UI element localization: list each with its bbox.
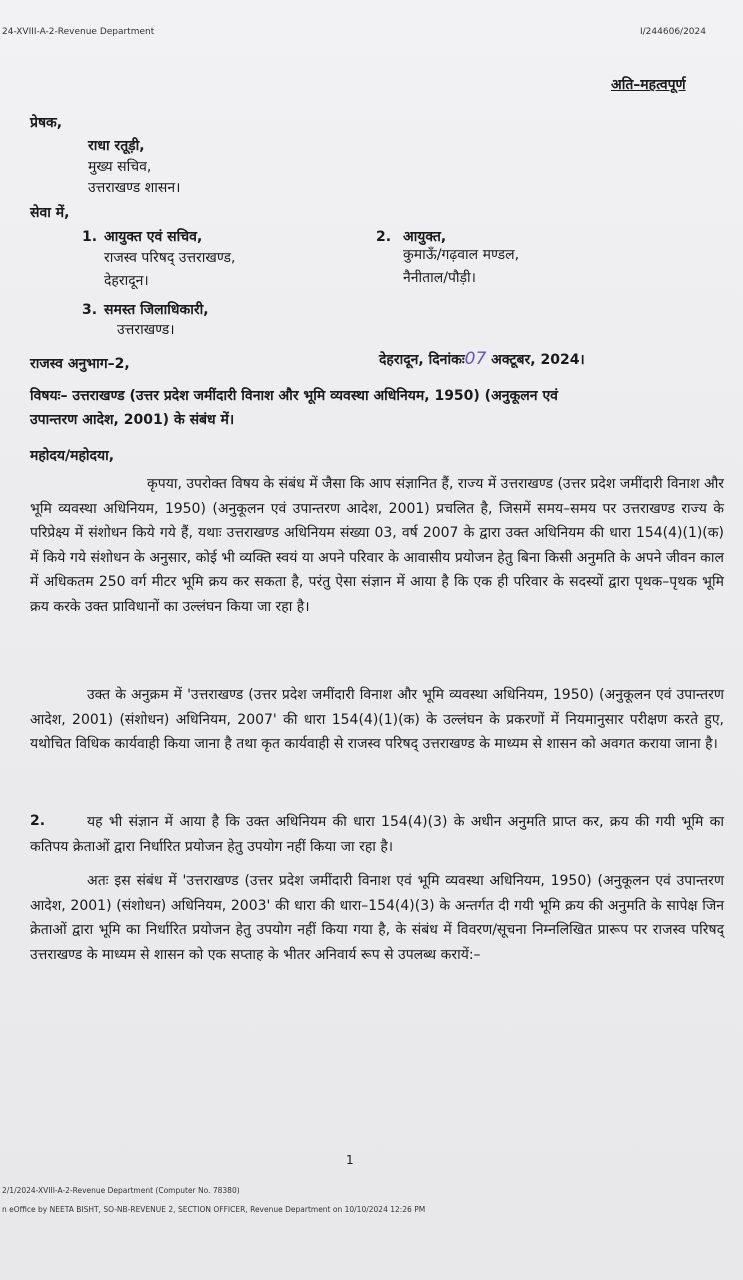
recipient-3-line2: उत्तराखण्ड। [117,322,175,338]
priority-marker: अति–महत्वपूर्ण [611,77,686,93]
recipients-label: सेवा में, [30,205,70,221]
footer-eoffice-signature: n eOffice by NEETA BISHT, SO-NB-REVENUE 2, SECTION OFFICER, Revenue Department on 10/10/2024 12:26 PM [2,1205,426,1214]
file-reference-left: 24-XVIII-A-2-Revenue Department [2,27,155,37]
handwritten-date-day: 07 [464,349,487,369]
recipient-1-title: 1. आयुक्त एवं सचिव, [82,229,203,245]
letter-date: देहरादून, दिनांकः07 अक्टूबर, 2024। [379,349,585,369]
sender-name: राधा रतूड़ी, [88,138,145,154]
subject-line-1: विषयः– उत्तराखण्ड (उत्तर प्रदेश जमींदारी विनाश और भूमि व्यवस्था अधिनियम, 1950) (अनुकूलन एवं [30,388,558,404]
salutation: महोदय/महोदया, [30,448,115,464]
paragraph-1: कृपया, उपरोक्त विषय के संबंध में जैसा कि आप संज्ञानित हैं, राज्य में उत्तराखण्ड (उत्तर प्रदेश जमींदारी विनाश और भूमि व्यवस्था अधिनियम, 1950) (अनुकूलन एवं उपान्तरण आदेश, 2001) प्रचलित है, जिसमें समय–समय पर उत्तराखण्ड राज्य के परिप्रेक्ष्य में संशोधन किये गये हैं, यथाः उत्तराखण्ड अधिनियम संख्या 03, वर्ष 2007 के द्वारा उक्त अधिनियम की धारा 154(4)(1)(क) में किये गये संशोधन के अनुसार, कोई भी व्यक्ति स्वयं या अपने परिवार के आवासीय प्रयोजन हेतु बिना किसी अनुमति के अपने जीवन काल में अधिकतम 250 वर्ग मीटर भूमि क्रय कर सकता है, परंतु ऐसा संज्ञान में आया है कि एक ही परिवार के सदस्यों द्वारा पृथक–पृथक भूमि क्रय करके उक्त प्राविधानों का उल्लंघन किया जा रहा है। [30,476,725,615]
sender-designation: मुख्य सचिव, [88,159,152,175]
subject-line-2: उपान्तरण आदेश, 2001) के संबंध में। [30,412,235,428]
point-2-text: यह भी संज्ञान में आया है कि उक्त अधिनियम की धारा 154(4)(3) के अधीन अनुमति प्राप्त कर, क्रय की गयी भूमि का कतिपय क्रेताओं द्वारा निर्धारित प्रयोजन हेतु उपयोग नहीं किया जा रहा है। [30,814,724,855]
page-number: 1 [346,1153,354,1167]
recipient-1-line2: राजस्व परिषद् उत्तराखण्ड, [104,250,236,266]
paragraph-2: उक्त के अनुक्रम में 'उत्तराखण्ड (उत्तर प्रदेश जमींदारी विनाश और भूमि व्यवस्था अधिनियम, 1950) (अनुकूलन एवं उपान्तरण आदेश, 2001) (संशोधन) अधिनियम, 2007' की धारा 154(4)(1)(क) के उल्लंघन के प्रकरणों में नियमानुसार परीक्षण करते हुए, यथोचित विधिक कार्यवाही किया जाना है तथा कृत कार्यवाही से राजस्व परिषद् उत्तराखण्ड के माध्यम से शासन को अवगत कराया जाना है। [30,687,725,753]
recipient-2-line3: नैनीताल/पौड़ी। [403,270,476,286]
footer-computer-number: 2/1/2024-XVIII-A-2-Revenue Department (Computer No. 78380) [2,1186,240,1195]
recipient-3-title: 3. समस्त जिलाधिकारी, [82,302,209,318]
file-reference-right: I/244606/2024 [640,27,706,37]
recipient-2-title: 2. आयुक्त, [376,229,447,245]
section-name: राजस्व अनुभाग–2, [30,356,130,372]
point-2-number: 2. [30,813,46,829]
recipient-1-line3: देहरादून। [104,273,149,289]
recipient-2-line2: कुमाऊँ/गढ़वाल मण्डल, [403,247,520,263]
sender-label: प्रेषक, [30,115,63,131]
sender-organisation: उत्तराखण्ड शासन। [88,180,181,196]
paragraph-3: अतः इस संबंध में 'उत्तराखण्ड (उत्तर प्रदेश जमींदारी विनाश एवं भूमि व्यवस्था अधिनियम, 1950) (अनुकूलन एवं उपान्तरण आदेश, 2001) (संशोधन) अधिनियम, 2003' की धारा की धारा–154(4)(3) के अन्तर्गत दी गयी भूमि क्रय की अनुमति के सापेक्ष जिन क्रेताओं द्वारा भूमि का निर्धारित प्रयोजन हेतु उपयोग नहीं किया गया है, के संबंध में विवरण/सूचना निम्नलिखित प्रारूप पर राजस्व परिषद् उत्तराखण्ड के माध्यम से शासन को एक सप्ताह के भीतर अनिवार्य रूप से उपलब्ध करायें:– [30,873,725,963]
